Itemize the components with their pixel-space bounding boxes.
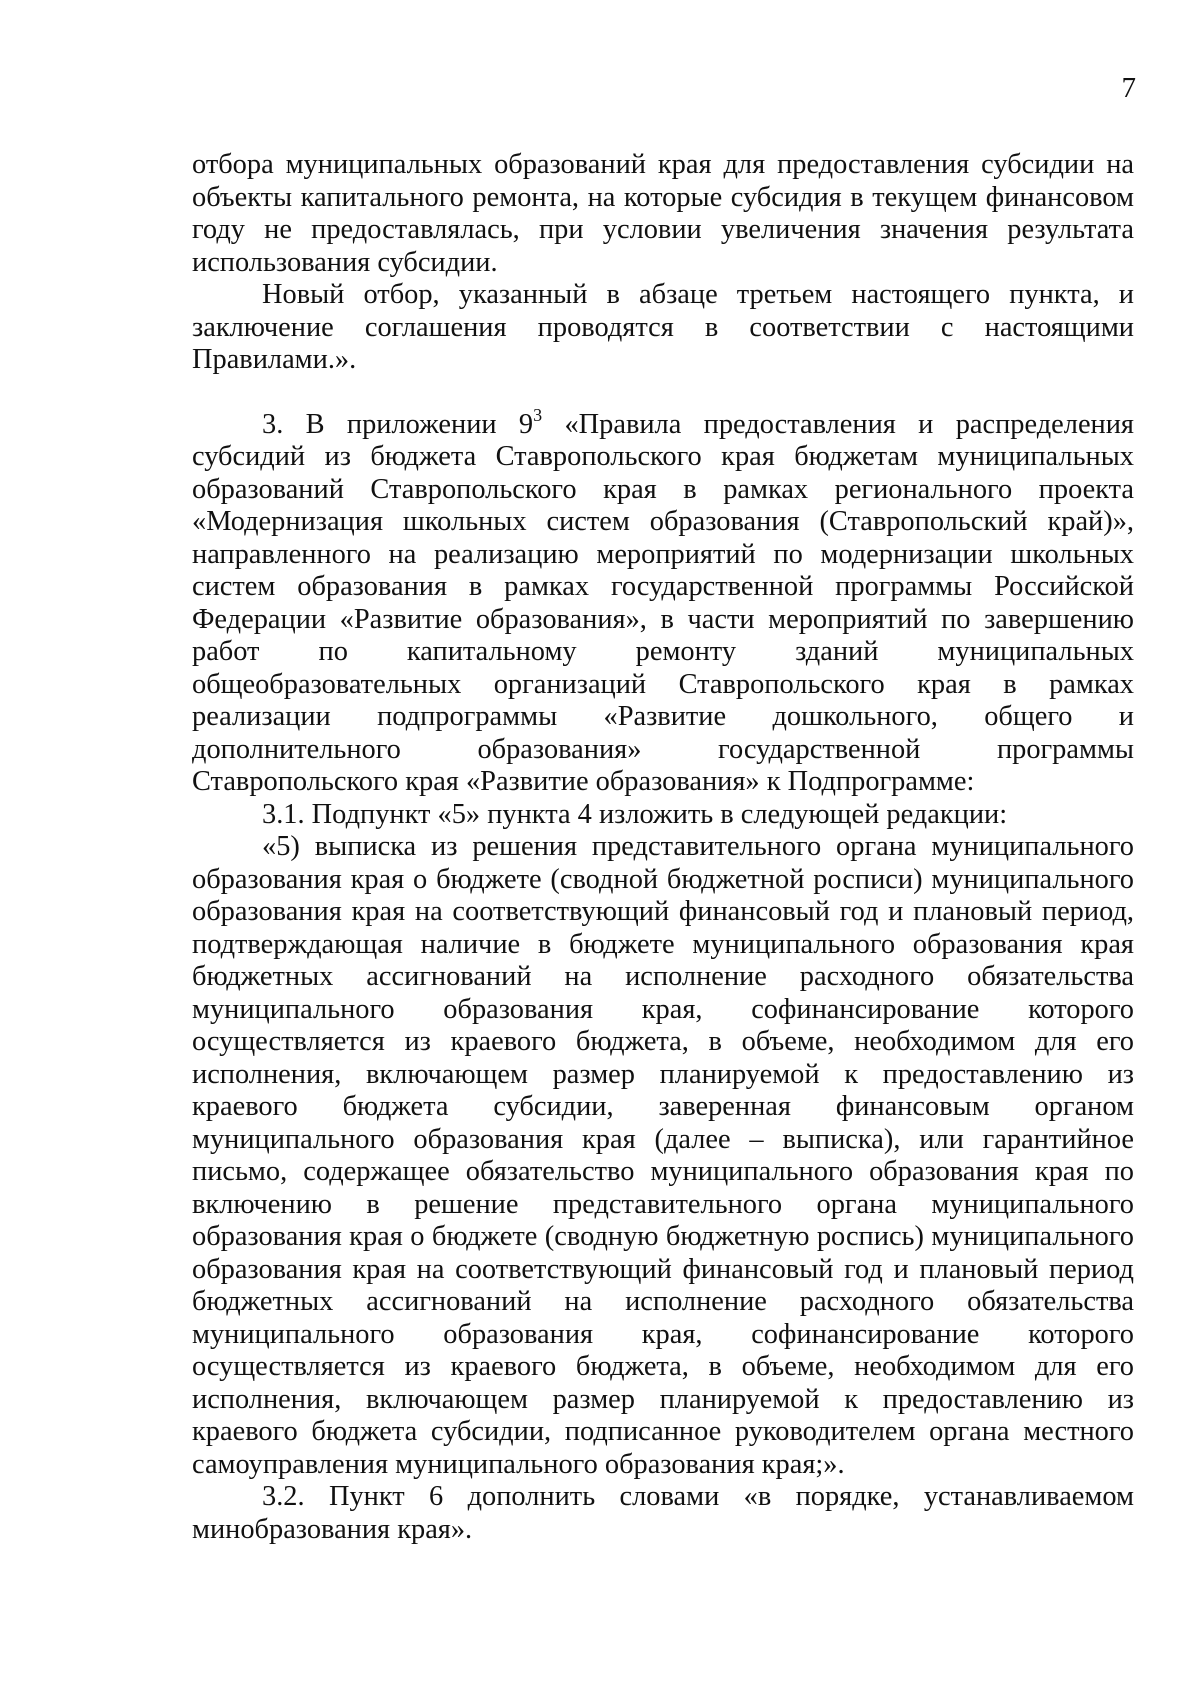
appendix-superscript: 3 — [533, 404, 543, 425]
paragraph-item-3-1: 3.1. Подпункт «5» пункта 4 изложить в следующей редакции: — [262, 798, 1008, 830]
item-3-body-text: «Правила предоставления и распределения субсидий из бюджета Ставропольского края бюджетам муниципальных образований Ставропольского края в рамках регионального проекта «Модернизация школьных систем образования (Ставропольский край)», направленного на реализацию мероприятий по модернизации школьных систем образования в рамках государственной программы Российской Федерации «Развитие образования», в части мероприятий по завершению работ по капитальному ремонту зданий муниципальных общеобразовательных организаций Ставропольского края в рамках реализации подпрограммы «Развитие дошкольного, общего и дополнительного образования» государственной программы Ставропольского края «Развитие образования» к Подпрограмме: — [192, 408, 1134, 797]
document-body — [192, 149, 1134, 1546]
paragraph-item-3 — [192, 404, 1134, 799]
item-3-lead-text: 3. В приложении 9 — [262, 408, 534, 440]
paragraph-new-selection: Новый отбор, указанный в абзаце третьем настоящего пункта, и заключение соглашения проводятся в соответствии с настоящими Правилами.». — [192, 279, 1134, 375]
paragraph-item-3-2: 3.2. Пункт 6 дополнить словами «в порядке, устанавливаемом минобразования края». — [192, 1481, 1134, 1545]
paragraph-continuation: отбора муниципальных образований края для предоставления субсидии на объекты капитального ремонта, на которые субсидия в текущем финансовом году не предоставлялась, при условии увеличения значения результата использования субсидии. — [192, 149, 1134, 278]
page-number: 7 — [1121, 72, 1136, 104]
paragraph-subitem-5: «5) выписка из решения представительного органа муниципального образования края о бюджете (сводной бюджетной росписи) муниципального образования края на соответствующий финансовый год и плановый период, подтверждающая наличие в бюджете муниципального образования края бюджетных ассигнований на исполнение расходного обязательства муниципального образования края, софинансирование которого осуществляется из краевого бюджета, в объеме, необходимом для его исполнения, включающем размер планируемой к предоставлению из краевого бюджета субсидии, заверенная финансовым органом муниципального образования края (далее – выписка), или гарантийное письмо, содержащее обязательство муниципального образования края по включению в решение представительного органа муниципального образования края о бюджете (сводную бюджетную роспись) муниципального образования края на соответствующий финансовый год и плановый период бюджетных ассигнований на исполнение расходного обязательства муниципального образования края, софинансирование которого осуществляется из краевого бюджета, в объеме, необходимом для его исполнения, включающем размер планируемой к предоставлению из краевого бюджета субсидии, подписанное руководителем органа местного самоуправления муниципального образования края;». — [192, 831, 1134, 1480]
